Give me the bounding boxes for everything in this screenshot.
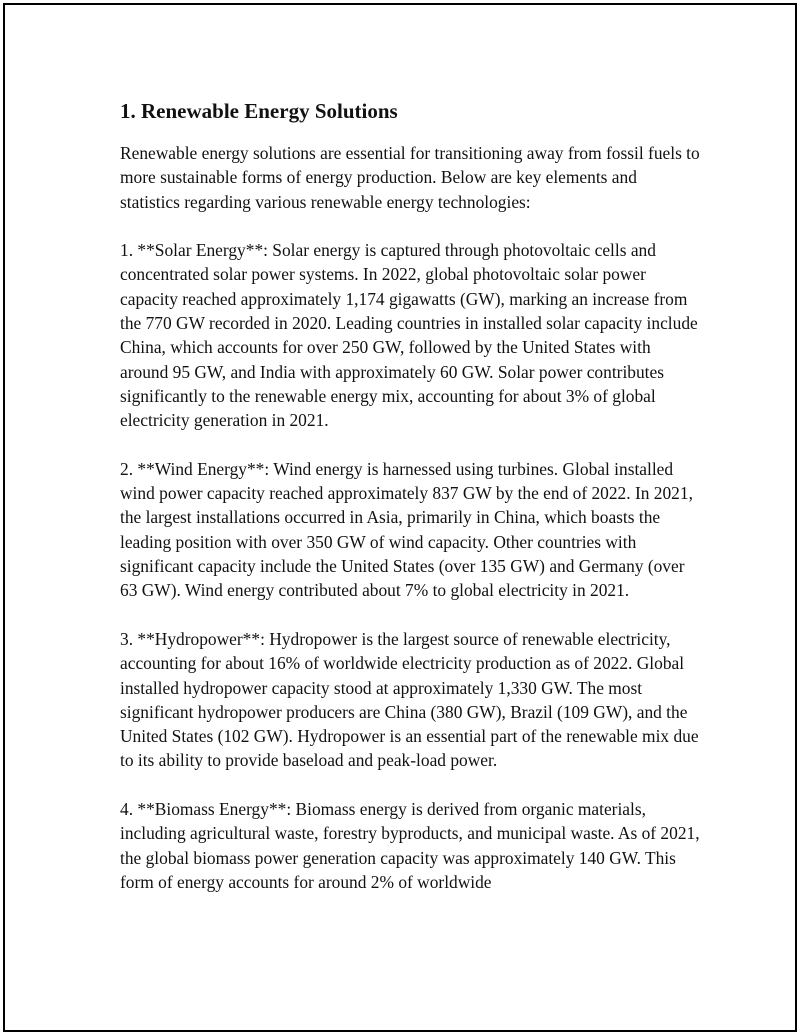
page-frame (3, 3, 797, 1032)
hydropower-paragraph: 3. **Hydropower**: Hydropower is the largest source of renewable electricity, accounting for about 16% of worldwide electricity production as of 2022. Global installed hydropower capacity stood at approximately 1,330 GW. The most significant hydropower producers are China (380 GW), Brazil (109 GW), and the United States (102 GW). Hydropower is an essential part of the renewable mix due to its ability to provide baseload and peak-load power. (120, 628, 699, 771)
section-heading: 1. Renewable Energy Solutions (120, 99, 398, 123)
biomass-energy-paragraph: 4. **Biomass Energy**: Biomass energy is derived from organic materials, including agricultural waste, forestry byproducts, and municipal waste. As of 2021, the global biomass power generation capacity was approximately 140 GW. This form of energy accounts for around 2% of worldwide (120, 799, 700, 892)
wind-energy-paragraph: 2. **Wind Energy**: Wind energy is harnessed using turbines. Global installed wind power capacity reached approximately 837 GW by the end of 2022. In 2021, the largest installations occurred in Asia, primarily in China, which boasts the leading position with over 350 GW of wind capacity. Other countries with significant capacity include the United States (over 135 GW) and Germany (over 63 GW). Wind energy contributed about 7% to global electricity in 2021. (120, 458, 693, 601)
intro-paragraph: Renewable energy solutions are essential for transitioning away from fossil fuels to more sustainable forms of energy production. Below are key elements and statistics regarding various renewable energy technologies: (120, 143, 700, 212)
document-body (120, 97, 700, 919)
solar-energy-paragraph: 1. **Solar Energy**: Solar energy is captured through photovoltaic cells and concentrated solar power systems. In 2022, global photovoltaic solar power capacity reached approximately 1,174 gigawatts (GW), marking an increase from the 770 GW recorded in 2020. Leading countries in installed solar capacity include China, which accounts for over 250 GW, followed by the United States with around 95 GW, and India with approximately 60 GW. Solar power contributes significantly to the renewable energy mix, accounting for about 3% of global electricity generation in 2021. (120, 240, 698, 431)
